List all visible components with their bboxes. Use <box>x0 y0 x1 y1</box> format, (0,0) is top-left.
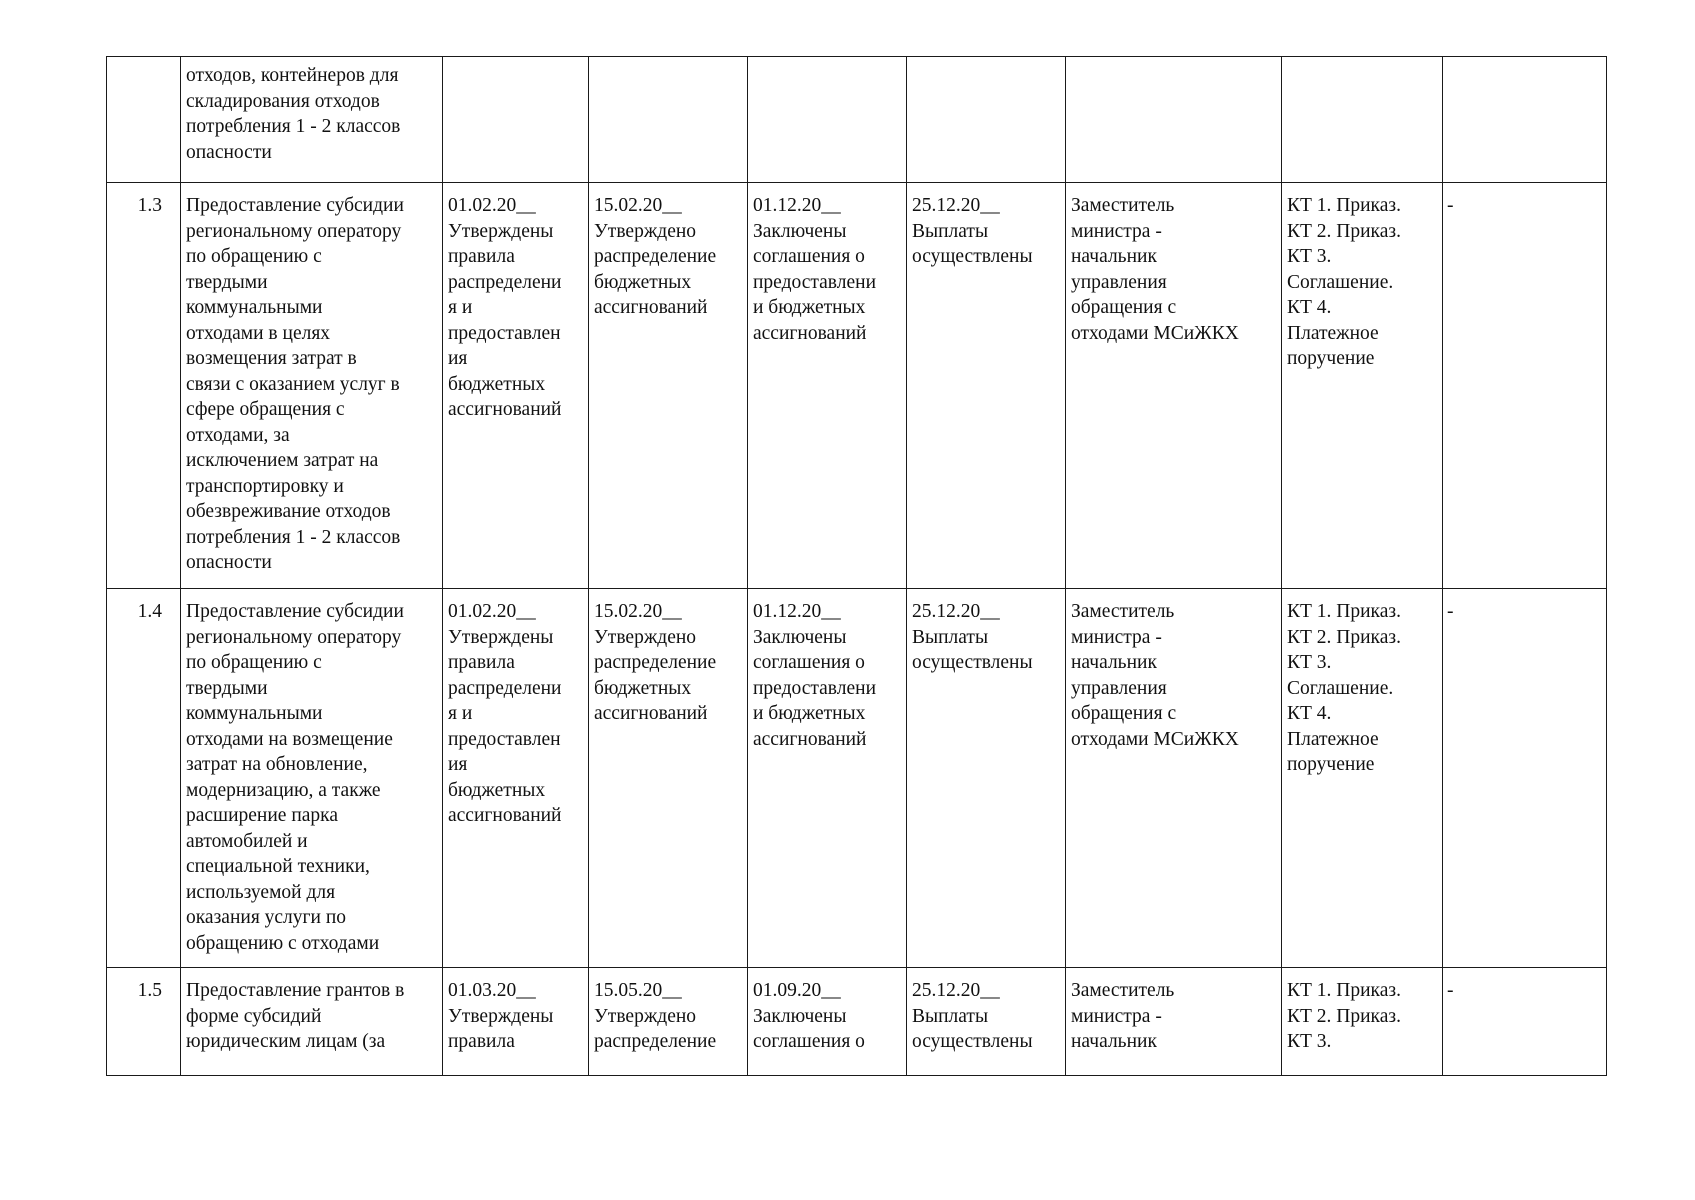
control-point-2-text: 15.02.20__ Утверждено распределение бюджетных ассигнований <box>594 195 717 318</box>
documents-cell <box>1282 968 1443 1076</box>
control-point-2-cell <box>589 589 748 968</box>
control-point-4-text: 25.12.20__ Выплаты осуществлены <box>912 601 1033 673</box>
row-number-text: 1.3 <box>137 195 162 216</box>
responsible-cell <box>1066 57 1282 183</box>
control-point-2-cell <box>589 183 748 589</box>
control-point-1-text: 01.02.20__ Утверждены правила распределени я и предоставлен ия бюджетных ассигнований <box>448 195 562 420</box>
measure-name-cell <box>181 589 443 968</box>
row-number <box>107 57 181 183</box>
measure-name-cell <box>181 57 443 183</box>
row-number <box>107 183 181 589</box>
table-row <box>107 968 1607 1076</box>
measure-name-text: отходов, контейнеров для складирования отходов потребления 1 - 2 классов опасности <box>186 65 401 163</box>
control-point-2-text: 15.02.20__ Утверждено распределение бюджетных ассигнований <box>594 601 717 724</box>
table-row <box>107 183 1607 589</box>
measure-name-text: Предоставление грантов в форме субсидий юридическим лицам (за <box>186 980 405 1052</box>
control-point-4-text: 25.12.20__ Выплаты осуществлены <box>912 980 1033 1052</box>
control-point-3-cell <box>748 57 907 183</box>
note-text: - <box>1447 195 1454 216</box>
note-cell <box>1443 57 1607 183</box>
control-point-1-cell <box>443 968 589 1076</box>
table-row <box>107 589 1607 968</box>
row-number <box>107 968 181 1076</box>
documents-text: КТ 1. Приказ. КТ 2. Приказ. КТ 3. Соглашение. КТ 4. Платежное поручение <box>1287 601 1401 775</box>
control-point-3-cell <box>748 589 907 968</box>
control-point-3-cell <box>748 183 907 589</box>
measure-name-cell <box>181 183 443 589</box>
control-point-4-text: 25.12.20__ Выплаты осуществлены <box>912 195 1033 267</box>
control-point-4-cell <box>907 183 1066 589</box>
control-point-1-cell <box>443 183 589 589</box>
control-point-4-cell <box>907 57 1066 183</box>
documents-cell <box>1282 589 1443 968</box>
row-number-text: 1.5 <box>137 980 162 1001</box>
note-cell <box>1443 183 1607 589</box>
row-number-text: 1.4 <box>137 601 162 622</box>
control-point-3-text: 01.09.20__ Заключены соглашения о <box>753 980 865 1052</box>
responsible-cell <box>1066 968 1282 1076</box>
control-point-1-text: 01.03.20__ Утверждены правила <box>448 980 554 1052</box>
control-point-2-text: 15.05.20__ Утверждено распределение <box>594 980 717 1052</box>
measure-name-text: Предоставление субсидии региональному оператору по обращению с твердыми коммунальными отходами на возмещение затрат на обновление, модернизацию, а также расширение парка автомобилей и специальной техники, используемой для оказания услуги по обращению с отходами <box>186 601 404 954</box>
measure-name-cell <box>181 968 443 1076</box>
control-point-3-text: 01.12.20__ Заключены соглашения о предоставлени и бюджетных ассигнований <box>753 601 877 750</box>
note-text: - <box>1447 601 1454 622</box>
documents-text: КТ 1. Приказ. КТ 2. Приказ. КТ 3. <box>1287 980 1401 1052</box>
control-point-2-cell <box>589 57 748 183</box>
responsible-text: Заместитель министра - начальник управления обращения с отходами МСиЖКХ <box>1071 195 1239 344</box>
control-point-1-cell <box>443 589 589 968</box>
control-point-1-cell <box>443 57 589 183</box>
note-cell <box>1443 968 1607 1076</box>
note-cell <box>1443 589 1607 968</box>
responsible-text: Заместитель министра - начальник <box>1071 980 1175 1052</box>
control-point-3-text: 01.12.20__ Заключены соглашения о предоставлени и бюджетных ассигнований <box>753 195 877 344</box>
control-point-4-cell <box>907 589 1066 968</box>
control-point-1-text: 01.02.20__ Утверждены правила распределени я и предоставлен ия бюджетных ассигнований <box>448 601 562 826</box>
documents-text: КТ 1. Приказ. КТ 2. Приказ. КТ 3. Соглашение. КТ 4. Платежное поручение <box>1287 195 1401 369</box>
row-number <box>107 589 181 968</box>
document-table <box>106 56 1607 1076</box>
responsible-cell <box>1066 183 1282 589</box>
documents-cell <box>1282 183 1443 589</box>
control-point-3-cell <box>748 968 907 1076</box>
measure-name-text: Предоставление субсидии региональному оператору по обращению с твердыми коммунальными отходами в целях возмещения затрат в связи с оказанием услуг в сфере обращения с отходами, за исключением затрат на транспортировку и обезвреживание отходов потребления 1 - 2 классов опасности <box>186 195 404 573</box>
table-row <box>107 57 1607 183</box>
responsible-cell <box>1066 589 1282 968</box>
responsible-text: Заместитель министра - начальник управления обращения с отходами МСиЖКХ <box>1071 601 1239 750</box>
control-point-2-cell <box>589 968 748 1076</box>
documents-cell <box>1282 57 1443 183</box>
note-text: - <box>1447 980 1454 1001</box>
control-point-4-cell <box>907 968 1066 1076</box>
